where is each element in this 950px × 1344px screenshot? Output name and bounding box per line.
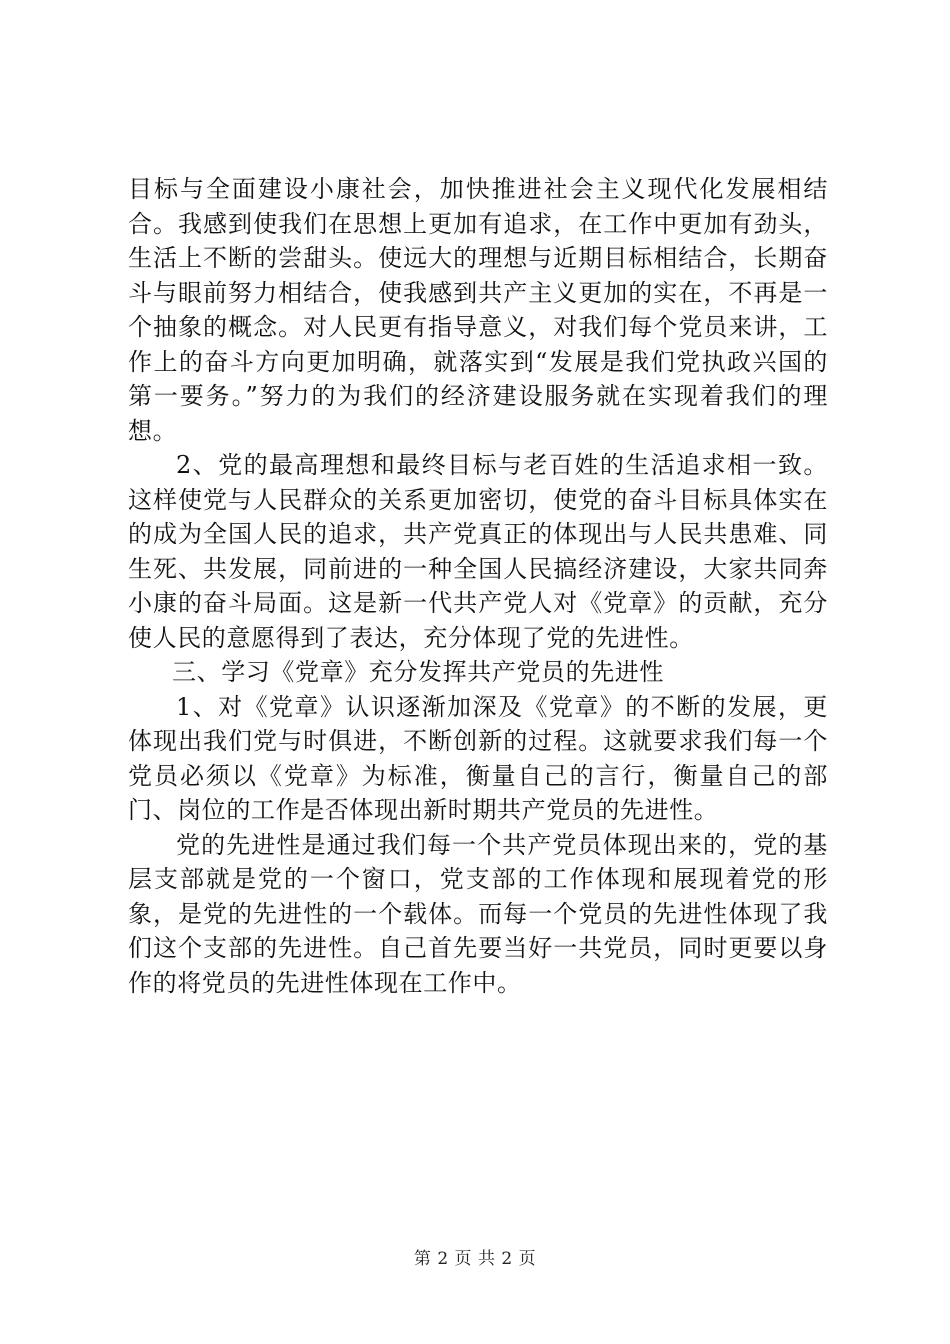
paragraph-continuation: 目标与全面建设小康社会，加快推进社会主义现代化发展相结合。我感到使我们在思想上更加有追求，在工作中更加有劲头，生活上不断的尝甜头。使远大的理想与近期目标相结合，长期奋斗与眼前努力相结合，使我感到共产主义更加的实在，不再是一个抽象的概念。对人民更有指导意义，对我们每个党员来讲，工作上的奋斗方向更加明确，就落实到“发展是我们党执政兴国的第一要务。”努力的为我们的经济建设服务就在实现着我们的理想。 [128,175,828,445]
section-heading-3: 三、学习《党章》充分发挥共产党员的先进性 [172,658,664,686]
paragraph-point-2: 2、党的最高理想和最终目标与老百姓的生活追求相一致。这样使党与人民群众的关系更加密切，使党的奋斗目标具体实在的成为全国人民的追求，共产党真正的体现出与人民共患难、同生死、共发展，同前进的一种全国人民搞经济建设，大家共同奔小康的奋斗局面。这是新一代共产党人对《党章》的贡献，充分使人民的意愿得到了表达，充分体现了党的先进性。 [128,451,828,652]
paragraph-party-advancement: 党的先进性是通过我们每一个共产党员体现出来的，党的基层支部就是党的一个窗口，党支部的工作体现和展现着党的形象，是党的先进性的一个载体。而每一个党员的先进性体现了我们这个支部的先进性。自己首先要当好一共党员，同时更要以身作的将党员的先进性体现在工作中。 [128,830,828,997]
paragraph-point-1: 1、对《党章》认识逐渐加深及《党章》的不断的发展，更体现出我们党与时俱进，不断创新的过程。这就要求我们每一个党员必须以《党章》为标准，衡量自己的言行，衡量自己的部门、岗位的工作是否体现出新时期共产党员的先进性。 [128,692,828,824]
page-footer: 第 2 页 共 2 页 [413,1249,537,1269]
document-body [128,172,828,1000]
